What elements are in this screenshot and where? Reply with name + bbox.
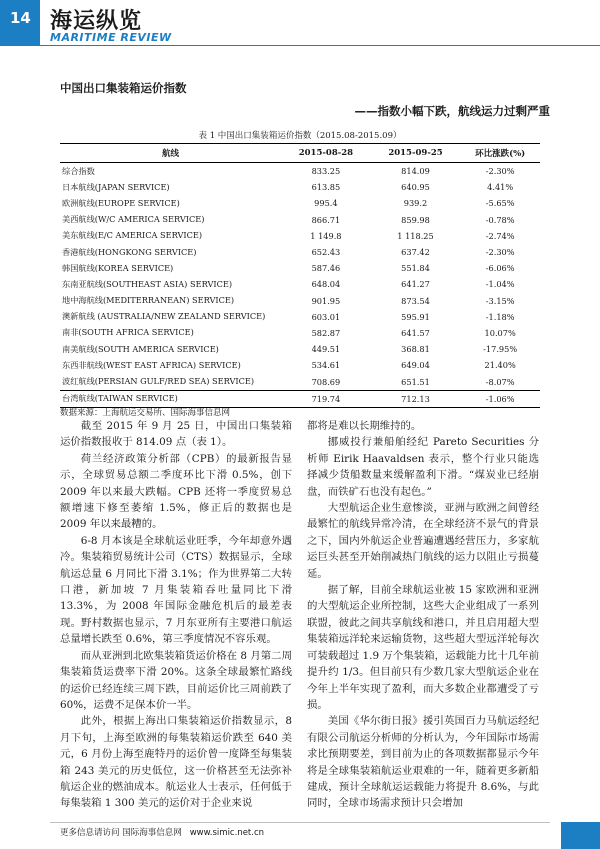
value-cell: 641.27 xyxy=(401,279,430,290)
value-cell: 449.51 xyxy=(311,344,341,355)
header-rule xyxy=(40,45,600,46)
table-row xyxy=(60,325,540,341)
value-cell: 641.57 xyxy=(401,327,430,338)
value-cell: -2.30% xyxy=(485,247,515,258)
value-cell: 859.98 xyxy=(401,214,430,225)
body-paragraph: 大型航运企业生意惨淡，亚洲与欧洲之间曾经最繁忙的航线异常冷清，在全球经济不景气的背景之下，国内外航运企业普遍遭遇经营压力，多家航运巨头甚至开始削减热门航线的运力以阻止亏损蔓延。 xyxy=(307,502,539,580)
value-cell: -8.07% xyxy=(485,376,515,387)
value-cell: 901.95 xyxy=(311,295,341,306)
value-cell: 712.13 xyxy=(371,390,461,407)
value-cell: 719.74 xyxy=(281,390,371,407)
table-row xyxy=(60,260,540,276)
body-column-right xyxy=(307,418,539,812)
route-name-cell: 香港航线(HONGKONG SERVICE) xyxy=(62,246,197,257)
route-name-cell: 地中海航线(MEDITERRANEAN) SERVICE) xyxy=(62,295,235,306)
table-row xyxy=(60,293,540,309)
body-paragraph: 6-8 月本该是全球航运业旺季，今年却意外遇冷。集装箱贸易统计公司（CTS）数据显示，全球航运总量 6 月同比下滑 3.1%；作为世界第二大转口港，新加坡 7 月集装箱吞吐量同比下滑 13.3%，为 2008 年国际金融危机后的最差表现。野村数据也显示，7 月东亚所有主要港口航运总量增长跌至 0.6%，第三季度情况不容乐观。 xyxy=(60,534,292,646)
body-paragraph: 据了解，目前全球航运业被 15 家欧洲和亚洲的大型航运企业所控制，这些大企业组成了一系列联盟，彼此之间共享航线和港口，并且启用超大型集装箱远洋轮来运输货物，这些超大型远洋轮每次可装载超过 1.9 万个集装箱，运载能力比十几年前提升约 1/3。但目前只有少数几家大型航运企业在今年上半年实现了盈利，而大多数企业都遭受了亏损。 xyxy=(307,584,539,711)
value-cell: -17.95% xyxy=(483,344,518,355)
table-row xyxy=(60,179,540,195)
table-row xyxy=(60,195,540,211)
footer-accent-box xyxy=(561,822,600,849)
value-cell: 640.95 xyxy=(401,182,430,193)
value-cell: -2.30% xyxy=(485,166,515,177)
value-cell: 833.25 xyxy=(311,166,341,177)
article-title: 中国出口集装箱运价指数 xyxy=(60,81,187,95)
value-cell: 587.46 xyxy=(311,263,341,274)
value-cell: 582.87 xyxy=(311,327,341,338)
table-row xyxy=(60,163,540,180)
route-name-cell: 东南亚航线(SOUTHEAST ASIA) SERVICE) xyxy=(62,278,233,289)
body-column-left xyxy=(60,418,292,812)
value-cell: -5.65% xyxy=(485,198,515,209)
footer-link[interactable]: www.simic.net.cn xyxy=(189,828,265,838)
body-paragraph: 都将是难以长期维持的。 xyxy=(307,420,422,432)
value-cell: 534.61 xyxy=(311,360,341,371)
footer-rule xyxy=(50,822,550,823)
table-row xyxy=(60,373,540,390)
value-cell: -1.06% xyxy=(460,390,540,407)
table-row xyxy=(60,309,540,325)
header-bar xyxy=(0,0,600,46)
table-row xyxy=(60,357,540,373)
body-paragraph: 荷兰经济政策分析部（CPB）的最新报告显示，全球贸易总额二季度环比下滑 0.5%，创下 2009 年以来最大跌幅。CPB 还将一季度贸易总额增速下修至萎缩 1.5%，修正后的数据也是 2009 年以来最糟的。 xyxy=(60,452,292,531)
value-cell: 595.91 xyxy=(401,311,430,322)
route-name-cell: 综合指数 xyxy=(62,165,95,176)
table-row xyxy=(60,228,540,244)
value-cell: 551.84 xyxy=(401,263,430,274)
magazine-subtitle: MARITIME REVIEW xyxy=(50,31,172,44)
route-name-cell: 美东航线(E/C AMERICA SERVICE) xyxy=(62,230,203,241)
table-row xyxy=(60,390,540,407)
table-header-cell: 2015-09-25 xyxy=(371,144,461,163)
route-name-cell: 东西非航线(WEST EAST AFRICA) SERVICE) xyxy=(62,359,241,370)
value-cell: 1 118.25 xyxy=(397,230,434,241)
footer-label: 更多信息请访问 国际海事信息网 xyxy=(60,828,182,838)
value-cell: 21.40% xyxy=(484,360,516,371)
value-cell: -3.15% xyxy=(485,295,515,306)
route-name-cell: 南非(SOUTH AFRICA SERVICE) xyxy=(62,327,194,338)
value-cell: 652.43 xyxy=(311,247,341,258)
body-paragraph: 美国《华尔街日报》援引英国百力马航运经纪有限公司航运分析师的分析认为，今年国际市场需求比预期要差，到目前为止的各项数据都显示今年将是全球集装箱航运业艰难的一年，随着更多新船建成，预计全球航运运载能力将提升 8.6%，与此同时，全球市场需求预计只会增加 xyxy=(307,715,539,810)
table-row xyxy=(60,244,540,260)
table-row xyxy=(60,276,540,292)
value-cell: 368.81 xyxy=(401,344,430,355)
table-header-cell: 环比涨跌(%) xyxy=(460,144,540,163)
table-header-cell: 航线 xyxy=(60,144,281,163)
value-cell: 4.41% xyxy=(487,182,514,193)
body-paragraph: 此外，根据上海出口集装箱运价指数显示，8 月下旬，上海至欧洲的每集装箱运价跌至 640 美元，6 月份上海至鹿特丹的运价曾一度降至每集装箱 243 美元的历史低位，这一价格甚至无法弥补航运企业的燃油成本。航运业人士表示，任何低于每集装箱 1 300 美元的运价对于企业来说 xyxy=(60,715,292,810)
value-cell: -1.04% xyxy=(485,279,515,290)
body-paragraph: 挪威投行兼船舶经纪 Pareto Securities 分析师 Eirik Haavaldsen 表示，整个行业只能选择减少货船数量来缓解盈利下滑。“煤炭业已经崩盘，而铁矿石也没有起色。” xyxy=(307,436,539,498)
value-cell: 708.69 xyxy=(311,376,341,387)
table-header-cell: 2015-08-28 xyxy=(281,144,371,163)
page-number: 14 xyxy=(10,9,31,27)
value-cell: 873.54 xyxy=(401,295,430,306)
value-cell: 637.42 xyxy=(401,247,430,258)
route-name-cell: 日本航线(JAPAN SERVICE) xyxy=(62,181,170,192)
value-cell: 648.04 xyxy=(311,279,341,290)
route-name-cell: 欧洲航线(EUROPE SERVICE) xyxy=(62,197,180,208)
value-cell: -0.78% xyxy=(485,214,515,225)
value-cell: -6.06% xyxy=(485,263,515,274)
value-cell: 651.51 xyxy=(401,376,430,387)
value-cell: 613.85 xyxy=(311,182,341,193)
route-name-cell: 南美航线(SOUTH AMERICA SERVICE) xyxy=(62,343,219,354)
body-paragraph: 而从亚洲到北欧集装箱货运价格在 8 月第二周集装箱货运费率下滑 20%。这条全球最繁忙路线的运价已经连续三周下跌，目前运价比三周前跌了 60%，运费不足保本价一半。 xyxy=(60,649,292,711)
page-number-box xyxy=(0,0,40,46)
article-subtitle: ——指数小幅下跌，航线运力过剩严重 xyxy=(354,104,550,118)
magazine-title: 海运纵览 xyxy=(50,9,143,34)
footer xyxy=(60,826,264,838)
value-cell: 603.01 xyxy=(311,311,341,322)
value-cell: -1.18% xyxy=(485,311,515,322)
value-cell: 939.2 xyxy=(403,198,428,209)
route-name-cell: 波红航线(PERSIAN GULF/RED SEA) SERVICE) xyxy=(62,376,255,387)
freight-index-table xyxy=(60,143,540,408)
table-row xyxy=(60,212,540,228)
route-name-cell: 韩国航线(KOREA SERVICE) xyxy=(62,262,174,273)
value-cell: -2.74% xyxy=(485,230,515,241)
body-paragraph: 截至 2015 年 9 月 25 日，中国出口集装箱运价指数报收于 814.09 点（表 1）。 xyxy=(60,420,292,449)
route-name-cell: 台湾航线(TAIWAN SERVICE) xyxy=(60,390,281,407)
table-row xyxy=(60,341,540,357)
route-name-cell: 美西航线(W/C AMERICA SERVICE) xyxy=(62,214,205,225)
value-cell: 866.71 xyxy=(311,214,341,225)
route-name-cell: 澳新航线 (AUSTRALIA/NEW ZEALAND SERVICE) xyxy=(62,311,266,322)
data-source-note: 数据来源：上海航运交易所、国际海事信息网 xyxy=(60,408,231,418)
value-cell: 10.07% xyxy=(484,327,516,338)
table-caption: 表 1 中国出口集装箱运价指数（2015.08-2015.09） xyxy=(198,131,402,141)
value-cell: 1 149.8 xyxy=(310,230,342,241)
value-cell: 814.09 xyxy=(401,166,430,177)
table-header-row xyxy=(60,144,540,163)
value-cell: 995.4 xyxy=(314,198,338,209)
value-cell: 649.04 xyxy=(401,360,430,371)
